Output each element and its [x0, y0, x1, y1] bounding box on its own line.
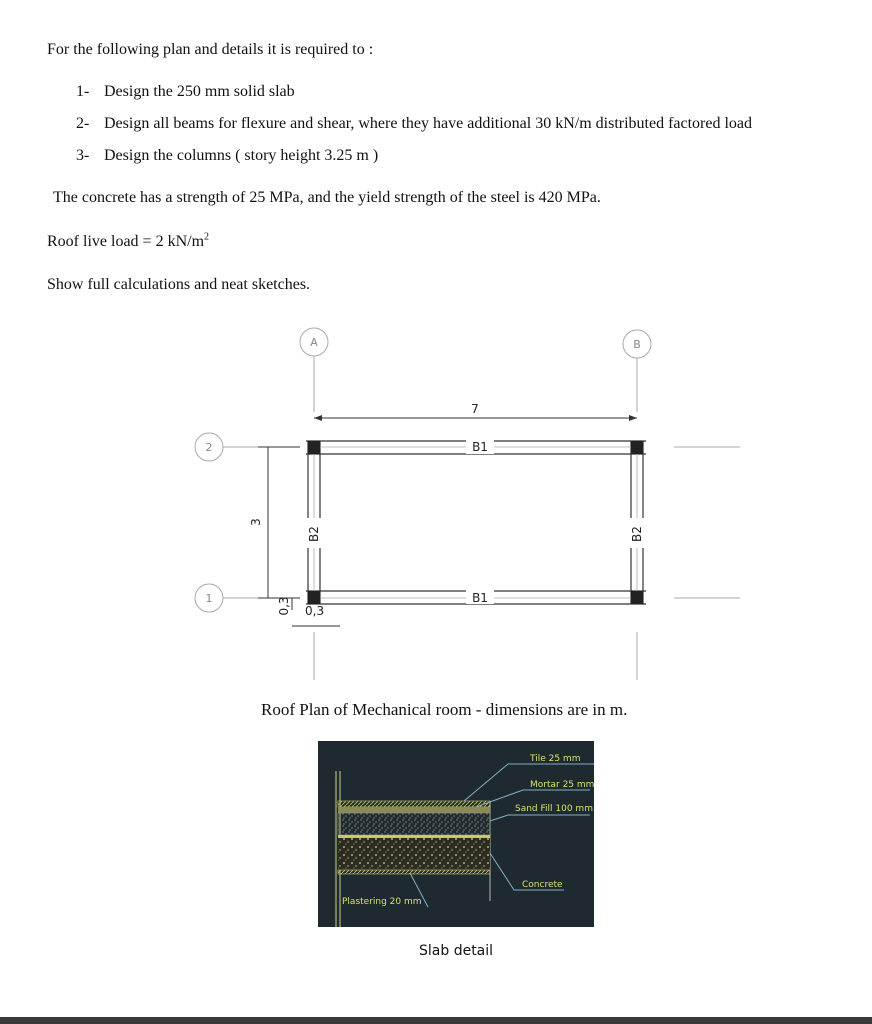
tile-label: Tile 25 mm — [530, 754, 581, 764]
column-b2 — [631, 441, 643, 454]
tile-layer — [338, 801, 490, 807]
task-1-text: Design the 250 mm solid slab — [104, 83, 295, 100]
task-1-number: 1- — [76, 83, 90, 100]
column-a1 — [308, 591, 320, 604]
span-label: 7 — [471, 402, 479, 416]
column-dim-vertical: 0,3 — [277, 596, 291, 616]
sand-fill-label: Sand Fill 100 mm — [515, 804, 593, 814]
task-2-number: 2- — [76, 115, 90, 132]
plaster-layer — [338, 870, 490, 874]
slab-detail-caption: Slab detail — [419, 943, 494, 959]
task-3-text: Design the columns ( story height 3.25 m ) — [104, 147, 379, 164]
concrete-label: Concrete — [522, 880, 563, 890]
task-1 — [76, 82, 295, 102]
roof-live-load-sup: 2 — [204, 231, 210, 243]
grid-label-1: 1 — [205, 592, 213, 605]
grid-label-2: 2 — [205, 441, 213, 454]
plan-caption: Roof Plan of Mechanical room - dimensions are in m. — [261, 700, 628, 719]
bottom-bar — [0, 1017, 872, 1024]
beam-label-b1-bottom: B1 — [472, 591, 488, 605]
intro-text: For the following plan and details it is required to : — [47, 41, 374, 58]
task-2 — [76, 114, 752, 134]
grid-label-b: B — [633, 338, 641, 351]
beam-label-b1-top: B1 — [472, 440, 488, 454]
materials-text: The concrete has a strength of 25 MPa, and the yield strength of the steel is 420 MPa. — [53, 189, 601, 206]
column-dim-horizontal: 0,3 — [305, 604, 325, 618]
beam-label-b2-right: B2 — [630, 526, 644, 542]
task-2-text: Design all beams for flexure and shear, where they have additional 30 kN/m distributed factored load — [104, 115, 753, 132]
roof-plan-drawing — [0, 320, 872, 690]
task-3-number: 3- — [76, 147, 90, 164]
plaster-label: Plastering 20 mm — [342, 897, 422, 907]
show-text: Show full calculations and neat sketches. — [47, 276, 311, 293]
grid-label-a: A — [310, 336, 318, 349]
mortar-label: Mortar 25 mm — [530, 780, 594, 790]
mortar-layer — [338, 807, 490, 813]
roof-live-load-text: Roof live load = 2 kN/m — [47, 233, 205, 250]
column-a2 — [308, 441, 320, 454]
column-b1 — [631, 591, 643, 604]
sand-fill-layer — [338, 813, 490, 835]
roof-live-load — [47, 232, 209, 252]
beam-label-b2-left: B2 — [307, 526, 321, 542]
width-label: 3 — [249, 518, 263, 526]
task-3 — [76, 146, 378, 166]
slab-detail-drawing — [318, 741, 594, 927]
